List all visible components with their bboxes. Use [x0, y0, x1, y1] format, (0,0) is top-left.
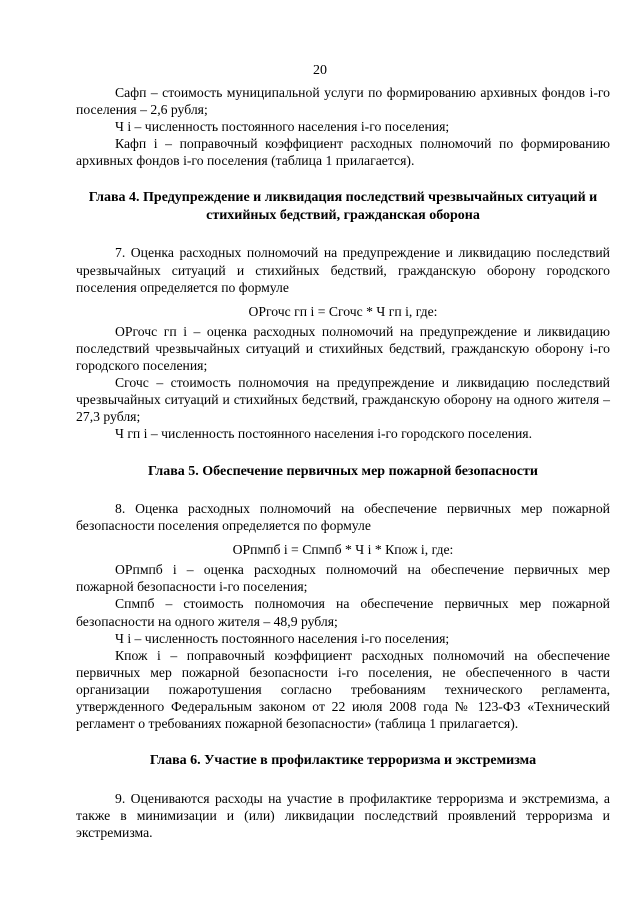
formula-pmpb: ОРпмпб i = Спмпб * Ч i * Кпож i, где: [232, 542, 454, 558]
paragraph-safp-definition: Сафп – стоимость муниципальной услуги по формированию архивных фондов i-го поселения – 2,6 рубля; [76, 85, 610, 118]
paragraph-8-orpmpb-definition: ОРпмпб i – оценка расходных полномочий на обеспечение первичных мер пожарной безопасности i-го поселения; [76, 562, 610, 595]
paragraph-8-population-definition: Ч i – численность постоянного населения i-го поселения; [115, 630, 450, 646]
chapter-6-heading: Глава 6. Участие в профилактике терроризма и экстремизма [149, 753, 537, 769]
paragraph-7-population-definition: Ч гп i – численность постоянного населения i-го городского поселения. [115, 426, 532, 442]
paragraph-kafp-definition: Кафп i – поправочный коэффициент расходных полномочий по формированию архивных фондов i-го поселения (таблица 1 прилагается). [76, 136, 610, 169]
formula-gochs: ОРгочс гп i = Сгочс * Ч гп i, где: [248, 303, 438, 319]
paragraph-9: 9. Оцениваются расходы на участие в профилактике терроризма и экстремизма, а также в минимизации и (или) ликвидации последствий проявлений терроризма и экстремизма. [76, 790, 610, 840]
paragraph-7-sgochs-definition: Сгочс – стоимость полномочия на предупреждение и ликвидацию последствий чрезвычайных ситуаций и стихийных бедствий, гражданскую оборону на одного жителя – 27,3 рубля; [76, 375, 610, 425]
paragraph-8-kpozh-definition: Кпож i – поправочный коэффициент расходных полномочий на обеспечение первичных мер пожарной безопасности i-го поселения, не обеспеченного в части организации пожаротушения согласно требованиям технического регламента, утвержденного Федеральным законом от 22 июля 2008 года № 123-ФЗ «Технический регламент о требованиях пожарной безопасности» (таблица 1 прилагается). [76, 647, 610, 732]
chapter-4-heading: Глава 4. Предупреждение и ликвидация последствий чрезвычайных ситуаций и стихийных бедствий, гражданская оборона [88, 190, 598, 223]
paragraph-7-orgochs-definition: ОРгочс гп i – оценка расходных полномочий на предупреждение и ликвидацию последствий чрезвычайных ситуаций и стихийных бедствий, гражданскую оборону i-го городского поселения; [76, 323, 610, 374]
paragraph-8: 8. Оценка расходных полномочий на обеспечение первичных мер пожарной безопасности поселения определяется по формуле [76, 501, 610, 534]
chapter-5-heading: Глава 5. Обеспечение первичных мер пожарной безопасности [148, 463, 538, 479]
paragraph-8-spmpb-definition: Спмпб – стоимость полномочия на обеспечение первичных мер пожарной безопасности на одного жителя – 48,9 рубля; [76, 596, 610, 629]
document-body [76, 84, 610, 841]
paragraph-population-definition: Ч i – численность постоянного населения i-го поселения; [115, 119, 450, 135]
page-number: 20 [313, 63, 327, 78]
paragraph-7: 7. Оценка расходных полномочий на предупреждение и ликвидацию последствий чрезвычайных ситуаций и стихийных бедствий, гражданскую оборону городского поселения определяется по формуле [76, 245, 610, 295]
